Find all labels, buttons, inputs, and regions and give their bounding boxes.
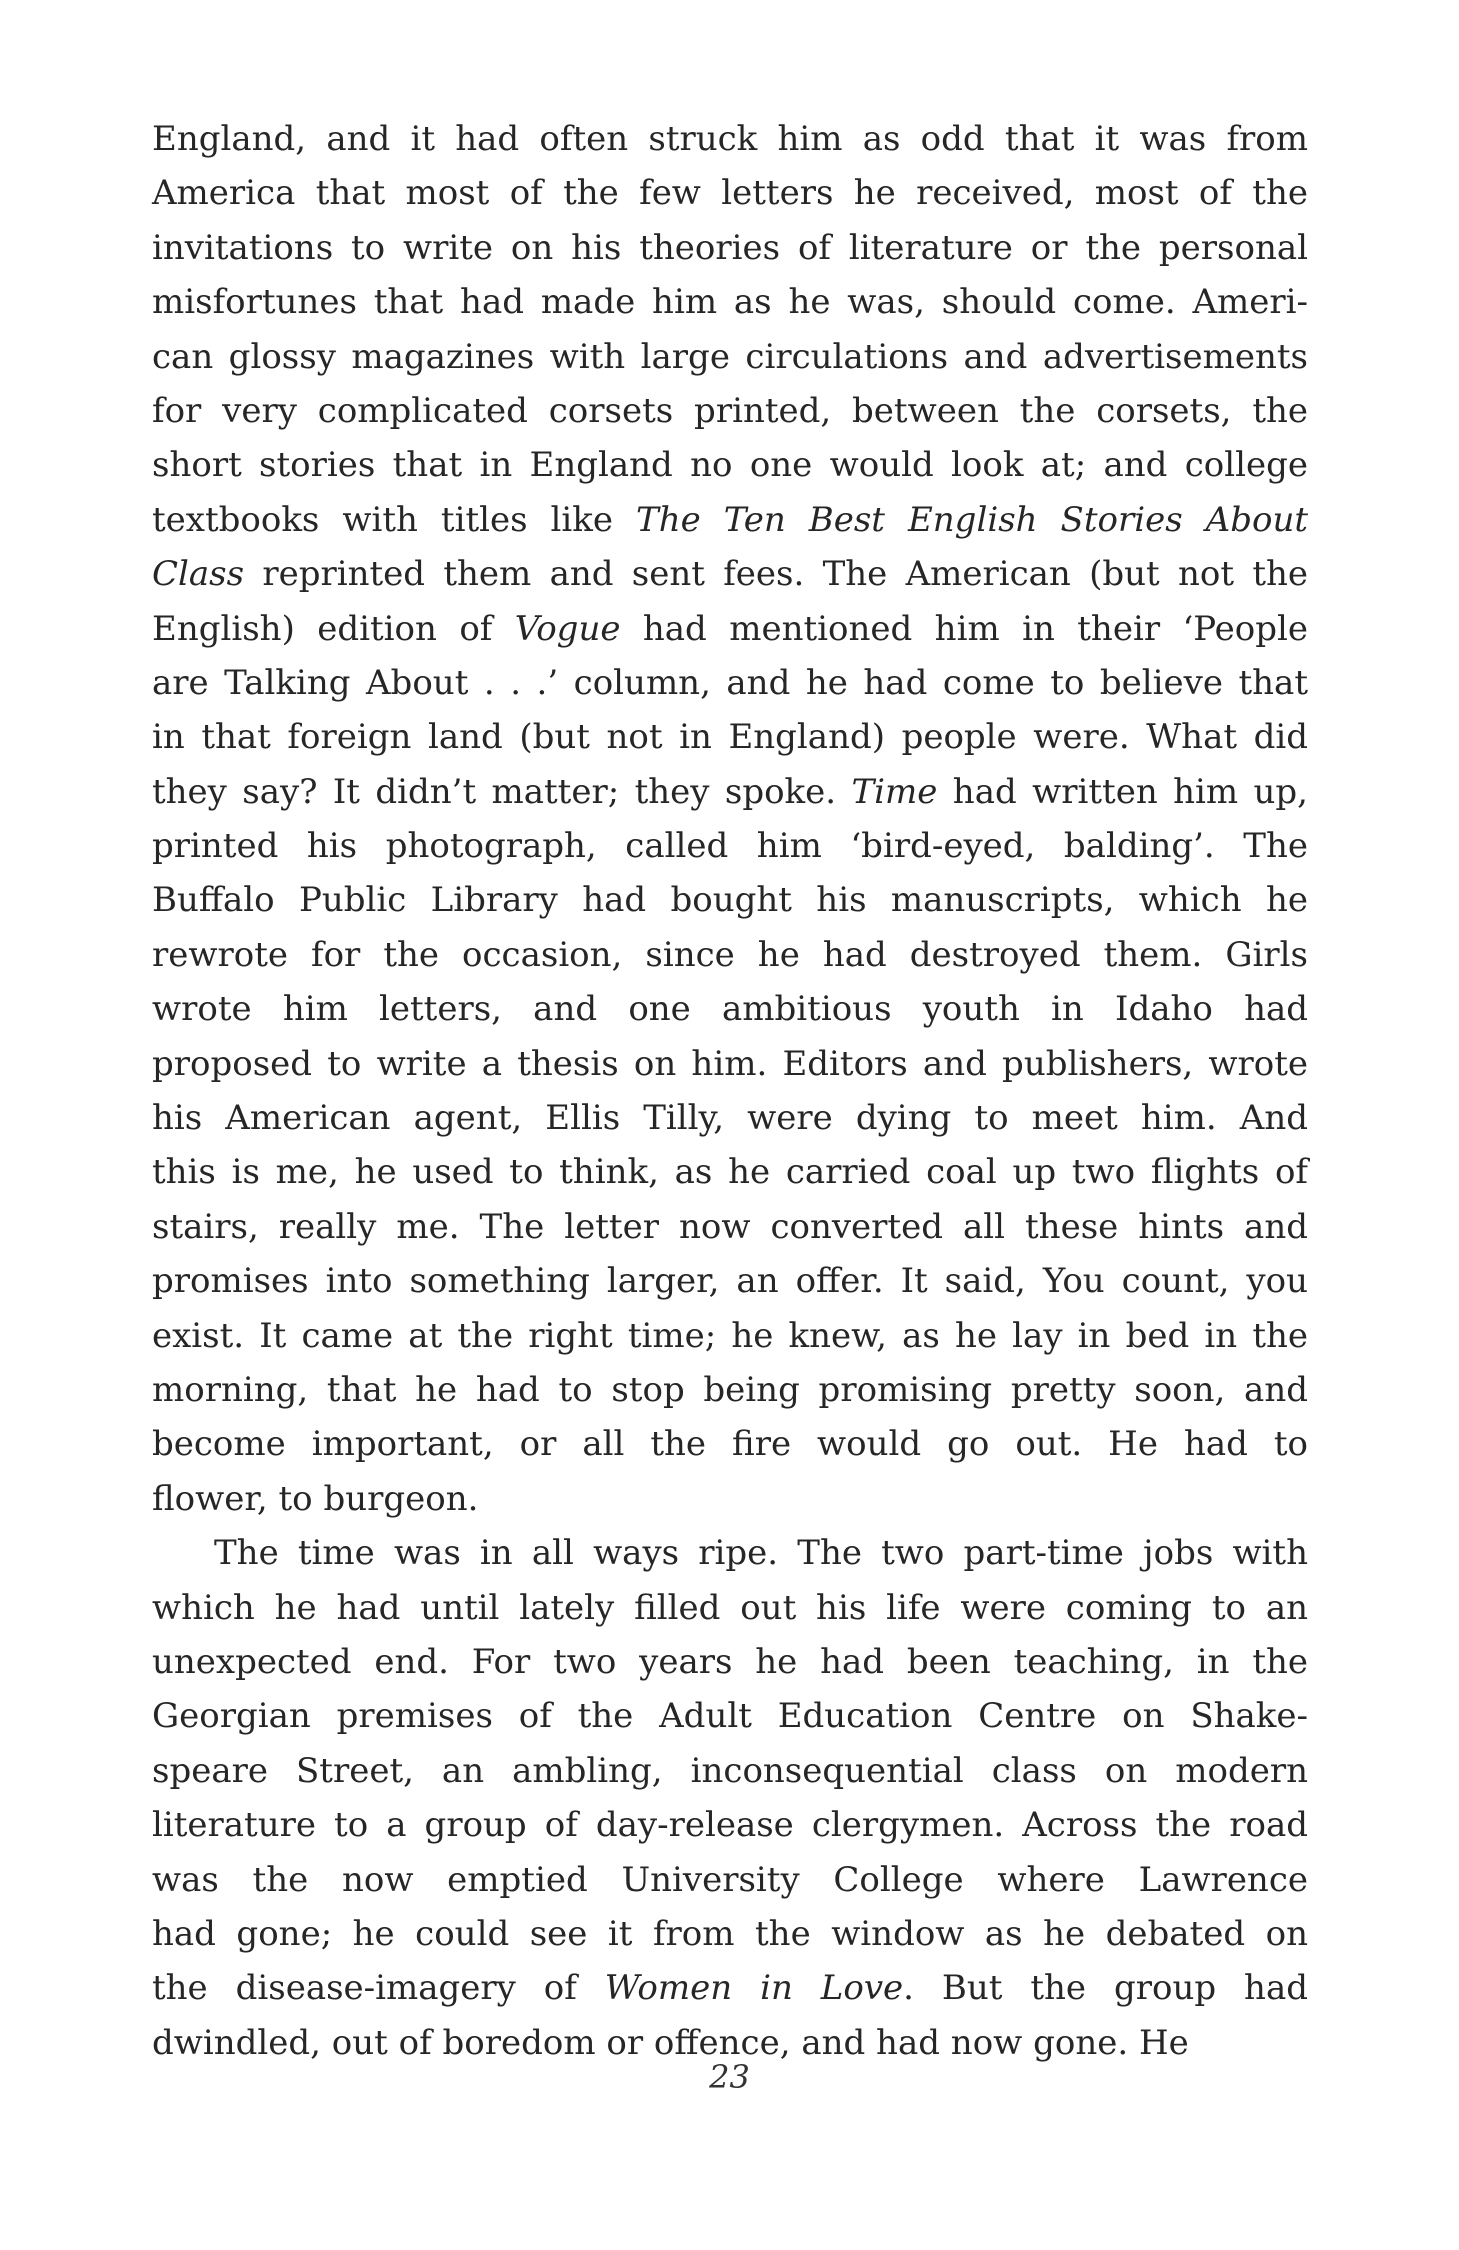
text-run: invitations to write on his theories of literature or the personal xyxy=(152,227,1308,268)
text-line xyxy=(152,928,1308,982)
text-run: his American agent, Ellis Tilly, were dying to meet him. And xyxy=(152,1098,1308,1139)
text-line xyxy=(152,710,1308,764)
text-run: misfortunes that had made him as he was, should come. Ameri- xyxy=(152,282,1308,323)
text-line xyxy=(152,1635,1308,1689)
text-run: stairs, really me. The letter now converted all these hints and xyxy=(152,1206,1308,1247)
paragraph xyxy=(152,112,1308,1526)
text-run: morning, that he had to stop being promising pretty soon, and xyxy=(152,1369,1308,1410)
text-line xyxy=(152,493,1308,547)
text-line xyxy=(152,1744,1308,1798)
text-run: had gone; he could see it from the window as he debated on xyxy=(152,1913,1308,1954)
text-run: flower, to burgeon. xyxy=(152,1478,479,1519)
text-line xyxy=(152,819,1308,873)
text-line xyxy=(152,1526,1308,1580)
text-run: Georgian premises of the Adult Education Centre on Shake- xyxy=(152,1696,1308,1737)
text-run: textbooks with titles like xyxy=(152,499,637,540)
italic-title: Class xyxy=(152,554,245,595)
text-line xyxy=(152,765,1308,819)
text-line xyxy=(152,1417,1308,1471)
text-line xyxy=(152,656,1308,710)
text-run: literature to a group of day-release clergymen. Across the road xyxy=(152,1805,1308,1846)
text-run: The time was in all ways ripe. The two part-time jobs with xyxy=(214,1533,1308,1574)
text-run: they say? It didn’t matter; they spoke. xyxy=(152,771,852,812)
page-number: 23 xyxy=(709,2058,750,2096)
text-line xyxy=(152,384,1308,438)
text-run: printed his photograph, called him ‘bird-eyed, balding’. The xyxy=(152,826,1308,867)
text-run: Buffalo Public Library had bought his manuscripts, which he xyxy=(152,880,1308,921)
italic-title: The Ten Best English Stories About xyxy=(636,499,1308,540)
text-run: in that foreign land (but not in England) people were. What did xyxy=(152,717,1308,758)
text-line xyxy=(152,1363,1308,1417)
text-line xyxy=(152,547,1308,601)
text-line xyxy=(152,982,1308,1036)
text-line xyxy=(152,602,1308,656)
paragraph xyxy=(152,1526,1308,2070)
text-run: can glossy magazines with large circulations and advertisements xyxy=(152,336,1308,377)
text-line xyxy=(152,1200,1308,1254)
text-run: . But the group had xyxy=(903,1968,1308,2009)
text-run: the disease-imagery of xyxy=(152,1968,605,2009)
text-run: speare Street, an ambling, inconsequential class on modern xyxy=(152,1750,1308,1791)
text-run: had mentioned him in their ‘People xyxy=(620,608,1308,649)
text-run: which he had until lately filled out his life were coming to an xyxy=(152,1587,1308,1628)
text-run: rewrote for the occasion, since he had destroyed them. Girls xyxy=(152,934,1308,975)
text-line xyxy=(152,438,1308,492)
body-text xyxy=(152,112,1308,2070)
italic-title: Time xyxy=(851,771,938,812)
text-run: this is me, he used to think, as he carried coal up two flights of xyxy=(152,1152,1308,1193)
italic-title: Women in Love xyxy=(604,1968,904,2009)
text-run: English) edition of xyxy=(152,608,515,649)
italic-title: Vogue xyxy=(514,608,621,649)
text-line xyxy=(152,873,1308,927)
text-run: proposed to write a thesis on him. Editors and publishers, wrote xyxy=(152,1043,1308,1084)
text-run: America that most of the few letters he received, most of the xyxy=(152,173,1308,214)
text-line xyxy=(152,1309,1308,1363)
text-line xyxy=(152,1254,1308,1308)
text-run: short stories that in England no one would look at; and college xyxy=(152,445,1308,486)
text-run: England, and it had often struck him as odd that it was from xyxy=(152,119,1308,159)
text-run: reprinted them and sent fees. The American (but not the xyxy=(244,554,1308,595)
text-line xyxy=(152,1689,1308,1743)
text-line xyxy=(152,112,1308,166)
text-line xyxy=(152,1907,1308,1961)
text-run: become important, or all the fire would go out. He had to xyxy=(152,1424,1308,1465)
text-run: was the now emptied University College where Lawrence xyxy=(152,1859,1308,1900)
text-run: wrote him letters, and one ambitious youth in Idaho had xyxy=(152,989,1308,1030)
text-line xyxy=(152,1961,1308,2015)
text-line xyxy=(152,1145,1308,1199)
text-run: exist. It came at the right time; he knew, as he lay in bed in the xyxy=(152,1315,1308,1356)
text-line xyxy=(152,275,1308,329)
text-line xyxy=(152,166,1308,220)
text-line xyxy=(152,221,1308,275)
text-run: dwindled, out of boredom or offence, and had now gone. He xyxy=(152,2022,1189,2063)
text-line xyxy=(152,330,1308,384)
text-run: unexpected end. For two years he had been teaching, in the xyxy=(152,1641,1308,1682)
text-run: promises into something larger, an offer. It said, You count, you xyxy=(152,1261,1308,1302)
text-line xyxy=(152,1472,1308,1526)
text-line xyxy=(152,1581,1308,1635)
text-run: had written him up, xyxy=(937,771,1308,812)
text-run: for very complicated corsets printed, between the corsets, the xyxy=(152,390,1308,431)
text-line xyxy=(152,1853,1308,1907)
text-line xyxy=(152,1091,1308,1145)
text-line xyxy=(152,1798,1308,1852)
text-line xyxy=(152,1037,1308,1091)
text-run: are Talking About . . .’ column, and he had come to believe that xyxy=(152,662,1308,703)
